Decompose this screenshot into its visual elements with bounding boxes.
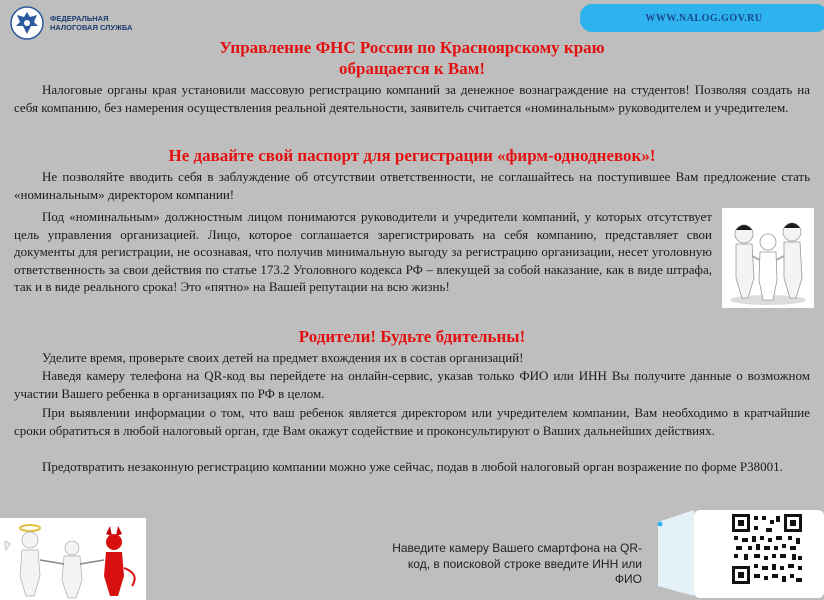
section-heading-passport: Не давайте свой паспорт для регистрации «фирм-однодневок»!	[168, 146, 656, 165]
fns-logo	[10, 6, 140, 40]
police-arrest-illustration	[722, 208, 814, 308]
parents-paragraph-4: Предотвратить незаконную регистрацию компании можно уже сейчас, подав в любой налоговый орган возражение по форме Р38001.	[42, 459, 783, 474]
parents-paragraph-2: Наведя камеру телефона на QR-код вы перейдете на онлайн-сервис, указав только ФИО или ИНН Вы получите данные о возможном участии Вашего ребенка в организациях по РФ в целом.	[14, 368, 810, 401]
warning-paragraph: Не позволяйте вводить себя в заблуждение об отсутствии ответственности, не соглашайтесь на поступившее Вам предложение стать «номинальным» директором компании!	[14, 169, 810, 202]
website-link[interactable]: WWW.NALOG.GOV.RU	[580, 4, 824, 32]
section-heading-parents: Родители! Будьте бдительны!	[298, 327, 526, 346]
parents-paragraph-3: При выявлении информации о том, что ваш ребенок является директором или учредителем компании, Вам необходимо в кратчайшие сроки обратиться в любой налоговый орган, где Вам окажут содействие и проконсультируют о Ваших дальнейших действиях.	[14, 405, 810, 438]
nominal-director-paragraph: Под «номинальным» должностным лицом понимаются руководители и учредители компаний, у которых отсутствует цель управления организацией. Лицо, которое соглашается зарегистрировать на себя компанию, представляет свои документы для регистрации, не осознавая, что получив минимальную выгоду за регистрацию организации, несет уголовную ответственность за свои действия по статье 173.2 Уголовного кодекса РФ – влекущей за собой наказание, как в виде штрафа, так и в виде реального срока! Это «пятно» на Вашей репутации на всю жизнь!	[14, 209, 712, 294]
eagle-emblem-icon	[10, 6, 44, 40]
angel-devil-tug-illustration	[0, 518, 146, 600]
qr-instruction: Наведите камеру Вашего смартфона на QR-код, в поисковой строке введите ИНН или ФИО	[392, 541, 642, 586]
page-title-line1: Управление ФНС России по Красноярскому краю	[219, 38, 605, 57]
qr-code-panel[interactable]	[650, 508, 824, 600]
page-title-line2: обращается к Вам!	[338, 59, 486, 78]
parents-paragraph-1: Уделите время, проверьте своих детей на предмет вхождения их в состав организаций!	[42, 350, 524, 365]
intro-paragraph: Налоговые органы края установили массовую регистрацию компаний за денежное вознаграждение на студентов! Позволяя создать на себя компанию, без намерения осуществления реальной деятельности, заявитель считается «номинальным» руководителем и учредителем.	[14, 82, 810, 115]
org-name: ФЕДЕРАЛЬНАЯ НАЛОГОВАЯ СЛУЖБА	[50, 14, 133, 32]
